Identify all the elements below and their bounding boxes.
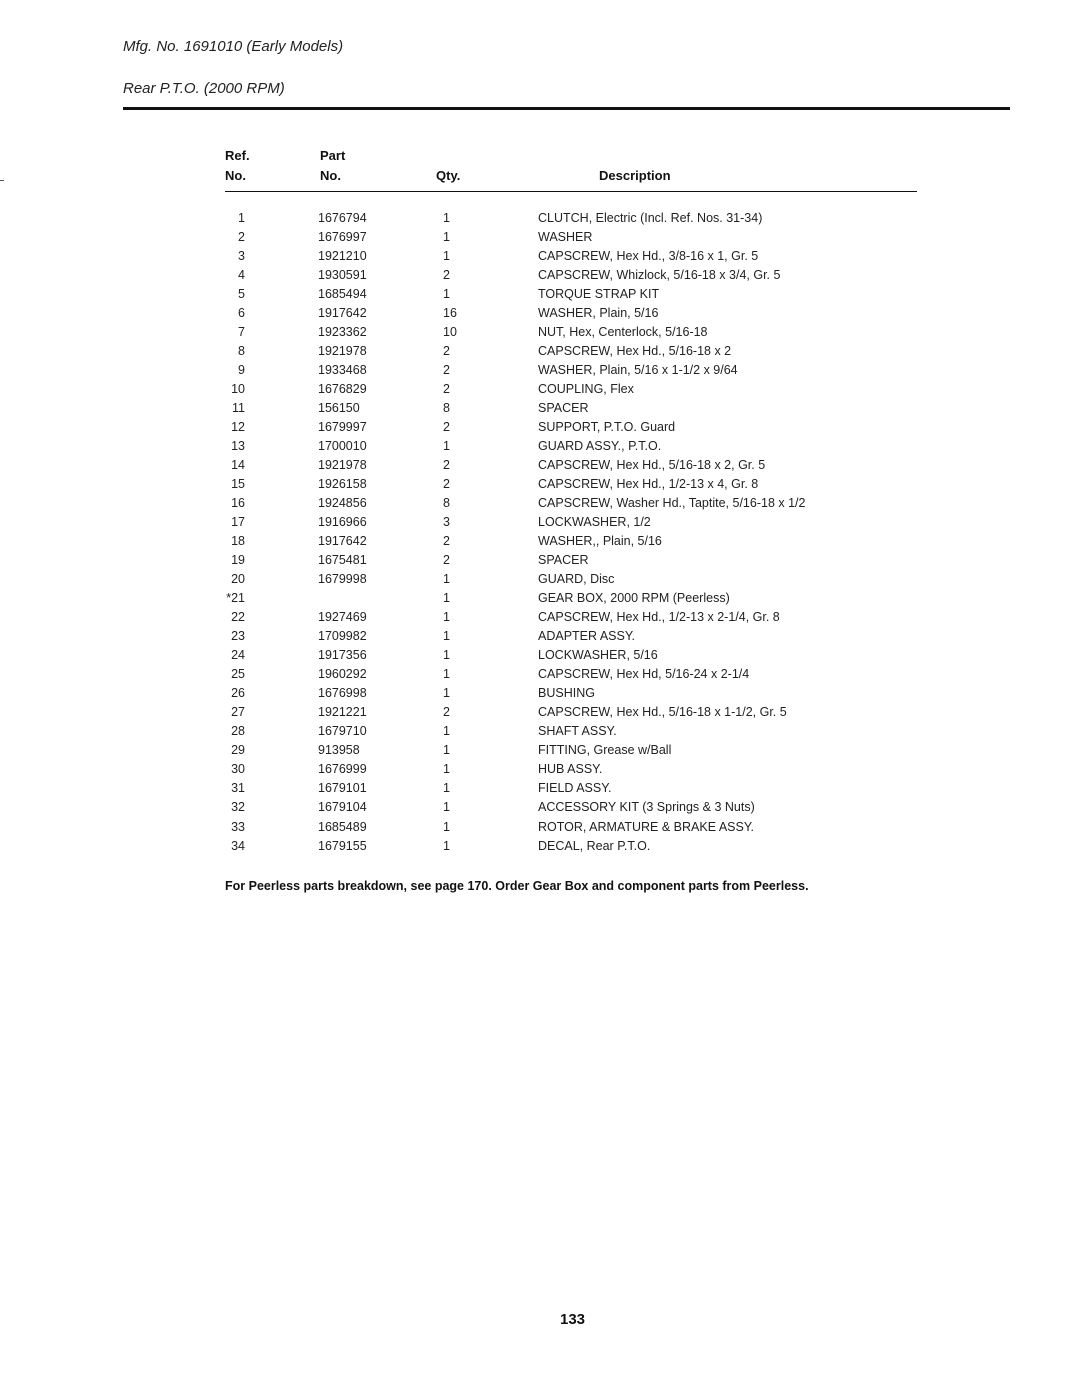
ref-number-cell: 30 bbox=[231, 762, 245, 777]
description-cell: CAPSCREW, Hex Hd., 1/2-13 x 4, Gr. 8 bbox=[538, 477, 759, 492]
table-row bbox=[0, 798, 1080, 817]
col-header-part-bottom: No. bbox=[320, 168, 341, 183]
table-row bbox=[0, 779, 1080, 798]
part-number-cell: 1676999 bbox=[318, 762, 367, 777]
description-cell: CAPSCREW, Washer Hd., Taptite, 5/16-18 x 1/2 bbox=[538, 496, 806, 511]
quantity-cell: 3 bbox=[443, 515, 450, 530]
ref-number-cell: 33 bbox=[231, 819, 245, 834]
quantity-cell: 1 bbox=[443, 819, 450, 834]
quantity-cell: 2 bbox=[443, 477, 450, 492]
part-number-cell: 1917356 bbox=[318, 648, 367, 663]
ref-number-cell: 24 bbox=[231, 648, 245, 663]
table-row bbox=[0, 646, 1080, 665]
description-cell: FITTING, Grease w/Ball bbox=[538, 743, 672, 758]
quantity-cell: 1 bbox=[443, 743, 450, 758]
ref-number-cell: 34 bbox=[231, 838, 245, 853]
section-title: Rear P.T.O. (2000 RPM) bbox=[123, 80, 285, 97]
quantity-cell: 16 bbox=[443, 306, 457, 321]
col-header-ref-top: Ref. bbox=[225, 148, 250, 163]
part-number-cell: 1675481 bbox=[318, 553, 367, 568]
ref-number-cell: 20 bbox=[231, 572, 245, 587]
part-number-cell: 1933468 bbox=[318, 363, 367, 378]
part-number-cell: 1679104 bbox=[318, 800, 367, 815]
description-cell: LOCKWASHER, 1/2 bbox=[538, 515, 651, 530]
description-cell: WASHER bbox=[538, 230, 593, 245]
quantity-cell: 2 bbox=[443, 344, 450, 359]
quantity-cell: 1 bbox=[443, 249, 450, 264]
part-number-cell: 1916966 bbox=[318, 515, 367, 530]
description-cell: CAPSCREW, Hex Hd., 1/2-13 x 2-1/4, Gr. 8 bbox=[538, 610, 780, 625]
description-cell: NUT, Hex, Centerlock, 5/16-18 bbox=[538, 325, 708, 340]
table-row bbox=[0, 760, 1080, 779]
quantity-cell: 1 bbox=[443, 439, 450, 454]
quantity-cell: 1 bbox=[443, 686, 450, 701]
quantity-cell: 1 bbox=[443, 781, 450, 796]
footer-note: For Peerless parts breakdown, see page 170. Order Gear Box and component parts from Peerless. bbox=[225, 879, 809, 893]
quantity-cell: 8 bbox=[443, 496, 450, 511]
description-cell: SUPPORT, P.T.O. Guard bbox=[538, 420, 676, 435]
col-header-description: Description bbox=[599, 168, 671, 183]
description-cell: CAPSCREW, Hex Hd., 5/16-18 x 2, Gr. 5 bbox=[538, 458, 766, 473]
description-cell: LOCKWASHER, 5/16 bbox=[538, 648, 658, 663]
margin-mark bbox=[0, 180, 4, 181]
quantity-cell: 1 bbox=[443, 838, 450, 853]
table-row bbox=[0, 513, 1080, 532]
ref-number-cell: 8 bbox=[238, 344, 245, 359]
quantity-cell: 1 bbox=[443, 572, 450, 587]
description-cell: SPACER bbox=[538, 401, 589, 416]
description-cell: FIELD ASSY. bbox=[538, 781, 612, 796]
ref-number-cell: 13 bbox=[231, 439, 245, 454]
table-row bbox=[0, 247, 1080, 266]
description-cell: GEAR BOX, 2000 RPM (Peerless) bbox=[538, 591, 730, 606]
ref-number-cell: 19 bbox=[231, 553, 245, 568]
description-cell: ROTOR, ARMATURE & BRAKE ASSY. bbox=[538, 819, 755, 834]
quantity-cell: 1 bbox=[443, 287, 450, 302]
quantity-cell: 1 bbox=[443, 230, 450, 245]
col-header-ref-bottom: No. bbox=[225, 168, 246, 183]
part-number-cell: 1926158 bbox=[318, 477, 367, 492]
table-header-divider bbox=[225, 191, 917, 192]
ref-number-cell: 23 bbox=[231, 629, 245, 644]
description-cell: CAPSCREW, Hex Hd, 5/16-24 x 2-1/4 bbox=[538, 667, 750, 682]
ref-number-cell: 7 bbox=[238, 325, 245, 340]
quantity-cell: 2 bbox=[443, 420, 450, 435]
table-row bbox=[0, 703, 1080, 722]
table-row bbox=[0, 722, 1080, 741]
part-number-cell: 1923362 bbox=[318, 325, 367, 340]
description-cell: BUSHING bbox=[538, 686, 595, 701]
description-cell: GUARD ASSY., P.T.O. bbox=[538, 439, 662, 454]
ref-number-cell: 26 bbox=[231, 686, 245, 701]
part-number-cell: 913958 bbox=[318, 743, 360, 758]
table-row bbox=[0, 456, 1080, 475]
ref-number-cell: 4 bbox=[238, 268, 245, 283]
ref-number-cell: 31 bbox=[231, 781, 245, 796]
description-cell: HUB ASSY. bbox=[538, 762, 603, 777]
ref-number-cell: 28 bbox=[231, 724, 245, 739]
table-row bbox=[0, 304, 1080, 323]
table-row bbox=[0, 342, 1080, 361]
ref-number-cell: 32 bbox=[231, 800, 245, 815]
description-cell: WASHER, Plain, 5/16 bbox=[538, 306, 659, 321]
quantity-cell: 1 bbox=[443, 211, 450, 225]
ref-number-cell: 10 bbox=[231, 382, 245, 397]
ref-number-cell: 6 bbox=[238, 306, 245, 321]
table-row bbox=[0, 494, 1080, 513]
quantity-cell: 1 bbox=[443, 610, 450, 625]
part-number-cell: 1676829 bbox=[318, 382, 367, 397]
table-row bbox=[0, 475, 1080, 494]
description-cell: CAPSCREW, Whizlock, 5/16-18 x 3/4, Gr. 5 bbox=[538, 268, 781, 283]
table-row bbox=[0, 684, 1080, 703]
part-number-cell: 1679155 bbox=[318, 838, 367, 853]
ref-number-cell: 22 bbox=[231, 610, 245, 625]
part-number-cell: 1679997 bbox=[318, 420, 367, 435]
part-number-cell: 1921978 bbox=[318, 458, 367, 473]
quantity-cell: 1 bbox=[443, 724, 450, 739]
description-cell: COUPLING, Flex bbox=[538, 382, 634, 397]
page-number: 133 bbox=[560, 1311, 586, 1328]
quantity-cell: 2 bbox=[443, 363, 450, 378]
table-row bbox=[0, 551, 1080, 570]
col-header-qty: Qty. bbox=[436, 168, 461, 183]
table-row bbox=[0, 608, 1080, 627]
description-cell: TORQUE STRAP KIT bbox=[538, 287, 660, 302]
ref-number-cell: 1 bbox=[238, 211, 245, 225]
ref-number-cell: 3 bbox=[238, 249, 245, 264]
quantity-cell: 2 bbox=[443, 268, 450, 283]
quantity-cell: 2 bbox=[443, 553, 450, 568]
table-row bbox=[0, 818, 1080, 837]
quantity-cell: 2 bbox=[443, 382, 450, 397]
part-number-cell: 1921978 bbox=[318, 344, 367, 359]
table-row bbox=[0, 361, 1080, 380]
description-cell: DECAL, Rear P.T.O. bbox=[538, 838, 651, 853]
description-cell: CAPSCREW, Hex Hd., 5/16-18 x 1-1/2, Gr. 5 bbox=[538, 705, 787, 720]
description-cell: CLUTCH, Electric (Incl. Ref. Nos. 31-34) bbox=[538, 211, 763, 225]
description-cell: CAPSCREW, Hex Hd., 3/8-16 x 1, Gr. 5 bbox=[538, 249, 759, 264]
part-number-cell: 156150 bbox=[318, 401, 360, 416]
table-row bbox=[0, 532, 1080, 551]
table-row bbox=[0, 570, 1080, 589]
table-row bbox=[0, 741, 1080, 760]
part-number-cell: 1921221 bbox=[318, 705, 367, 720]
ref-number-cell: 5 bbox=[238, 287, 245, 302]
description-cell: CAPSCREW, Hex Hd., 5/16-18 x 2 bbox=[538, 344, 732, 359]
description-cell: WASHER,, Plain, 5/16 bbox=[538, 534, 662, 549]
quantity-cell: 1 bbox=[443, 629, 450, 644]
part-number-cell: 1924856 bbox=[318, 496, 367, 511]
ref-number-cell: 16 bbox=[231, 496, 245, 511]
part-number-cell: 1709982 bbox=[318, 629, 367, 644]
table-row bbox=[0, 627, 1080, 646]
ref-number-cell: 14 bbox=[231, 458, 245, 473]
ref-number-cell: 18 bbox=[231, 534, 245, 549]
table-row bbox=[0, 380, 1080, 399]
table-row bbox=[0, 399, 1080, 418]
quantity-cell: 10 bbox=[443, 325, 457, 340]
description-cell: SPACER bbox=[538, 553, 589, 568]
ref-number-cell: 12 bbox=[231, 420, 245, 435]
table-row bbox=[0, 837, 1080, 856]
part-number-cell: 1917642 bbox=[318, 306, 367, 321]
description-cell: GUARD, Disc bbox=[538, 572, 615, 587]
quantity-cell: 1 bbox=[443, 591, 450, 606]
description-cell: ACCESSORY KIT (3 Springs & 3 Nuts) bbox=[538, 800, 755, 815]
ref-number-cell: *21 bbox=[226, 591, 245, 606]
model-number-heading: Mfg. No. 1691010 (Early Models) bbox=[123, 38, 344, 55]
quantity-cell: 1 bbox=[443, 800, 450, 815]
quantity-cell: 1 bbox=[443, 667, 450, 682]
part-number-cell: 1685489 bbox=[318, 819, 367, 834]
quantity-cell: 1 bbox=[443, 648, 450, 663]
part-number-cell: 1960292 bbox=[318, 667, 367, 682]
ref-number-cell: 11 bbox=[232, 401, 245, 416]
part-number-cell: 1685494 bbox=[318, 287, 367, 302]
ref-number-cell: 27 bbox=[231, 705, 245, 720]
part-number-cell: 1679710 bbox=[318, 724, 367, 739]
part-number-cell: 1917642 bbox=[318, 534, 367, 549]
ref-number-cell: 29 bbox=[231, 743, 245, 758]
part-number-cell: 1679998 bbox=[318, 572, 367, 587]
table-row bbox=[0, 266, 1080, 285]
table-row bbox=[0, 589, 1080, 608]
table-row bbox=[0, 209, 1080, 228]
table-row bbox=[0, 228, 1080, 247]
description-cell: WASHER, Plain, 5/16 x 1-1/2 x 9/64 bbox=[538, 363, 738, 378]
table-row bbox=[0, 323, 1080, 342]
part-number-cell: 1676794 bbox=[318, 211, 367, 225]
col-header-part-top: Part bbox=[320, 148, 346, 163]
ref-number-cell: 9 bbox=[238, 363, 245, 378]
quantity-cell: 8 bbox=[443, 401, 450, 416]
description-cell: ADAPTER ASSY. bbox=[538, 629, 636, 644]
quantity-cell: 2 bbox=[443, 705, 450, 720]
ref-number-cell: 17 bbox=[231, 515, 245, 530]
ref-number-cell: 2 bbox=[238, 230, 245, 245]
part-number-cell: 1921210 bbox=[318, 249, 367, 264]
table-row bbox=[0, 285, 1080, 304]
header-divider bbox=[123, 107, 1010, 110]
description-cell: SHAFT ASSY. bbox=[538, 724, 617, 739]
part-number-cell: 1700010 bbox=[318, 439, 367, 454]
quantity-cell: 1 bbox=[443, 762, 450, 777]
part-number-cell: 1679101 bbox=[318, 781, 367, 796]
part-number-cell: 1676998 bbox=[318, 686, 367, 701]
quantity-cell: 2 bbox=[443, 534, 450, 549]
part-number-cell: 1676997 bbox=[318, 230, 367, 245]
table-row bbox=[0, 437, 1080, 456]
ref-number-cell: 15 bbox=[231, 477, 245, 492]
table-row bbox=[0, 418, 1080, 437]
parts-table-body bbox=[0, 209, 1080, 856]
quantity-cell: 2 bbox=[443, 458, 450, 473]
part-number-cell: 1930591 bbox=[318, 268, 367, 283]
part-number-cell: 1927469 bbox=[318, 610, 367, 625]
table-row bbox=[0, 665, 1080, 684]
ref-number-cell: 25 bbox=[231, 667, 245, 682]
